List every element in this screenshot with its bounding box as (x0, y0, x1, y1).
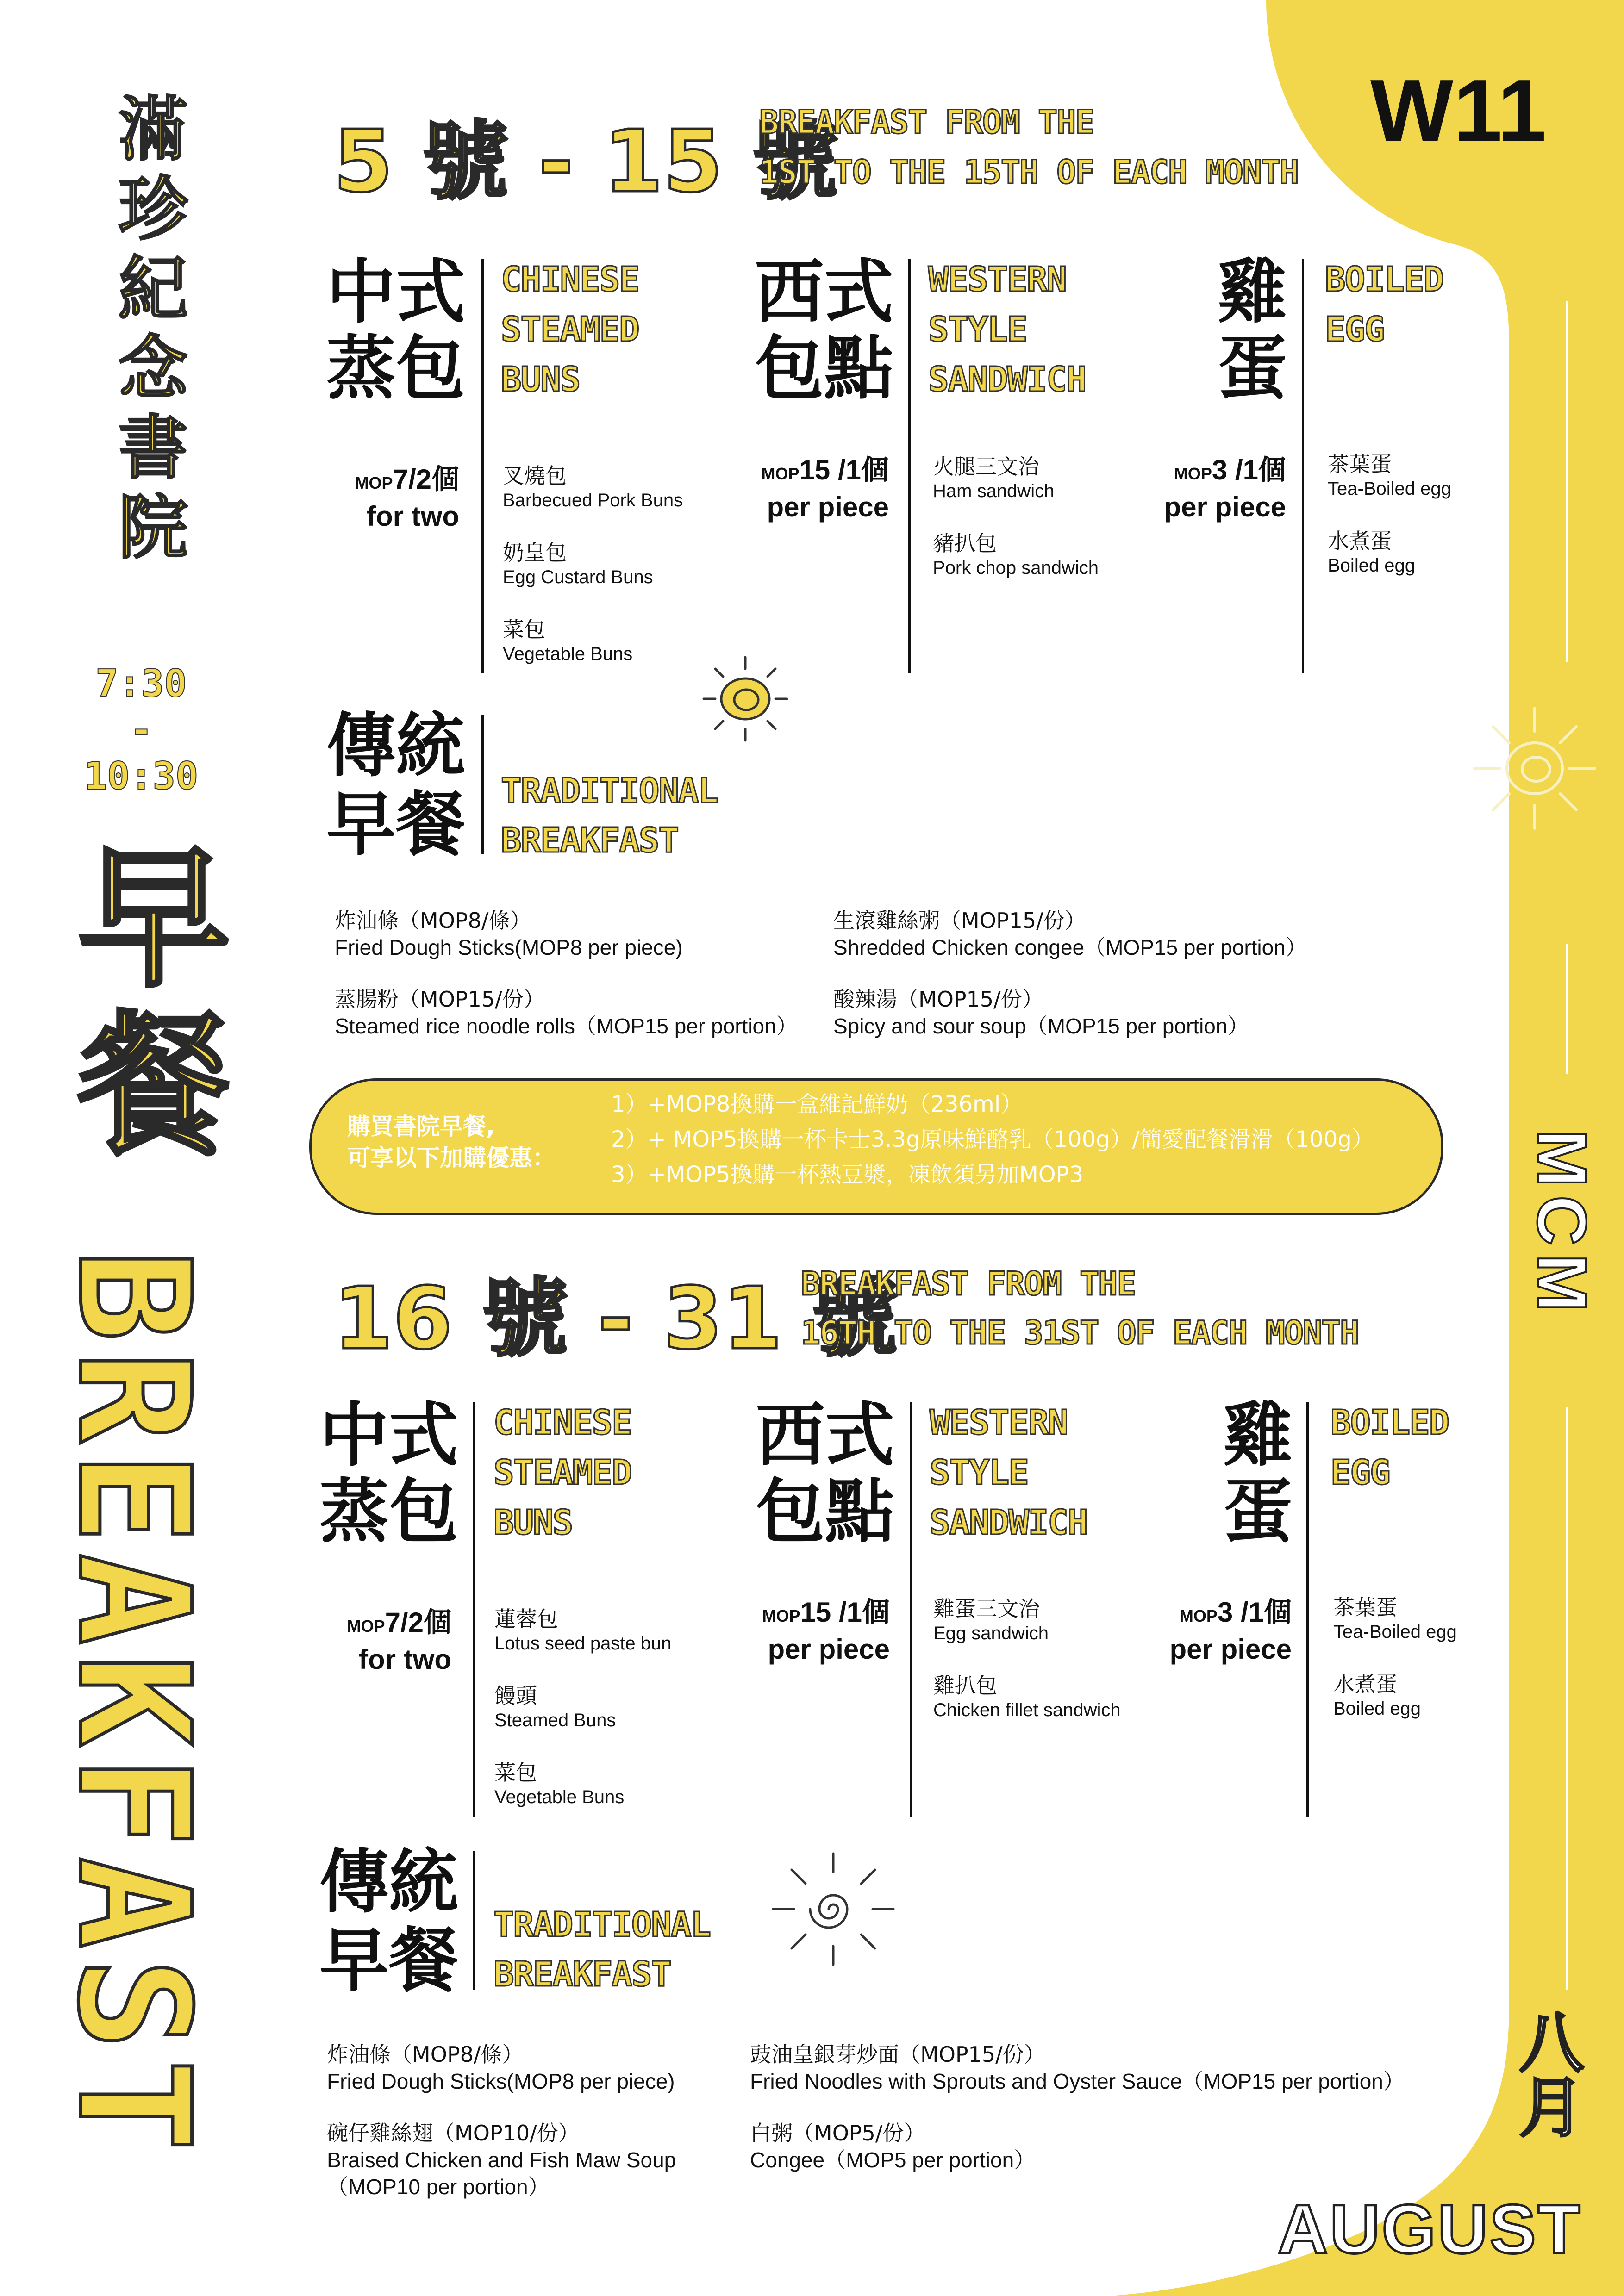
item-cn: 火腿三文治 (933, 454, 1039, 479)
section2-subtitle-1: BREAKFAST FROM THE (801, 1265, 1136, 1303)
trad-item: 蒸腸粉（MOP15/份） Steamed rice noodle rolls（MOP15 per portion） (335, 987, 798, 1038)
divider (481, 715, 484, 854)
cat-western-en1: WESTERN (928, 260, 1066, 299)
cat-egg-cn2: 蛋 (1218, 329, 1287, 409)
cat-western-items (933, 454, 1099, 579)
cat-egg-price: MOP3 /1個 per piece (1169, 1597, 1292, 1665)
item-en: Pork chop sandwich (933, 558, 1099, 578)
item-en: Egg Custard Buns (503, 567, 653, 587)
trad-item: 酸辣湯（MOP15/份） Spicy and sour soup（MOP15 per portion） (833, 987, 1249, 1038)
divider (1306, 1402, 1309, 1817)
week-label: W11 (1370, 62, 1547, 160)
cat-egg-items (1333, 1594, 1457, 1720)
cat-western-en3: SANDWICH (928, 360, 1086, 399)
cat-egg-en1: BOILED (1330, 1403, 1449, 1443)
sun-doodle-icon (1468, 699, 1602, 838)
trad-en1: TRADITIONAL (501, 771, 718, 811)
cat-western-cn2: 包點 (755, 329, 894, 409)
cat-egg-en1: BOILED (1325, 260, 1443, 299)
item-cn: 豬扒包 (933, 531, 997, 556)
cat-western-en1: WESTERN (930, 1403, 1068, 1443)
month-cn: 八月 (1508, 2009, 1584, 2138)
item-cn: 雞蛋三文治 (933, 1596, 1040, 1621)
trad-en2: BREAKFAST (493, 1954, 671, 1994)
item-cn: 饅頭 (494, 1683, 537, 1708)
trad-item: 炸油條（MOP8/條） Fried Dough Sticks(MOP8 per piece) (335, 908, 683, 959)
trad-cn2: 早餐 (319, 1921, 459, 2001)
item-cn: 茶葉蛋 (1328, 452, 1392, 477)
cat-western-cn2: 包點 (756, 1472, 895, 1552)
section1-subtitle-1: BREAKFAST FROM THE (759, 103, 1094, 141)
item-en: Vegetable Buns (494, 1787, 625, 1807)
cat-egg-cn1: 雞 (1223, 1395, 1293, 1476)
cat-chinese-cn2: 蒸包 (326, 329, 466, 409)
cat-chinese-en3: BUNS (501, 360, 580, 399)
cat-egg-items (1328, 451, 1451, 577)
cat-chinese-price: MOP7/2個 for two (347, 1607, 451, 1675)
item-cn: 茶葉蛋 (1333, 1595, 1397, 1620)
item-en: Barbecued Pork Buns (503, 490, 683, 510)
item-cn: 水煮蛋 (1328, 529, 1392, 554)
title-en: BREAKFAST (44, 1250, 222, 2161)
month-en: AUGUST (1278, 2190, 1582, 2268)
cat-western-cn1: 西式 (755, 252, 894, 333)
cat-chinese-price: MOP7/2個 for two (355, 464, 459, 532)
section1-subtitle-2: 1ST TO THE 15TH OF EACH MONTH (759, 153, 1299, 191)
time-end: 10:30 (84, 754, 199, 798)
cat-chinese-items (503, 463, 683, 666)
school-name: 滿珍紀念書院 (106, 93, 187, 570)
item-cn: 菜包 (494, 1760, 537, 1785)
trad-en1: TRADITIONAL (493, 1905, 711, 1945)
cat-egg-cn2: 蛋 (1223, 1472, 1293, 1552)
cat-western-items (933, 1596, 1121, 1722)
cat-egg-price: MOP3 /1個 per piece (1164, 454, 1286, 523)
trad-item: 生滾雞絲粥（MOP15/份） Shredded Chicken congee（MOP15 per portion） (833, 908, 1307, 959)
sun-doodle-icon (764, 1847, 903, 1972)
item-cn: 奶皇包 (503, 540, 567, 565)
divider (910, 1402, 912, 1817)
cat-chinese-en3: BUNS (493, 1503, 573, 1543)
trad-cn1: 傳統 (319, 1842, 459, 1923)
time-start: 7:30 (95, 662, 187, 706)
cat-chinese-cn1: 中式 (326, 252, 466, 333)
cat-chinese-en2: STEAMED (493, 1453, 631, 1493)
divider (908, 259, 911, 673)
cat-egg-en2: EGG (1325, 310, 1384, 349)
item-cn: 水煮蛋 (1333, 1672, 1397, 1697)
offer-label: 購買書院早餐, 可享以下加購優惠： (347, 1113, 556, 1171)
cat-egg-cn1: 雞 (1218, 252, 1287, 333)
divider (1302, 259, 1304, 673)
item-cn: 蓮蓉包 (494, 1606, 558, 1631)
cat-western-en2: STYLE (928, 310, 1027, 349)
trad-cn2: 早餐 (326, 784, 466, 865)
cat-chinese-en1: CHINESE (493, 1403, 631, 1443)
trad-item: 白粥（MOP5/份） Congee（MOP5 per portion） (750, 2121, 1036, 2172)
cat-western-en3: SANDWICH (930, 1503, 1087, 1543)
section1-range: 5 號 - 15 號 (333, 112, 838, 212)
cat-chinese-en2: STEAMED (501, 310, 639, 349)
divider (473, 1851, 475, 1990)
cat-chinese-cn2: 蒸包 (319, 1472, 459, 1552)
cat-western-en2: STYLE (930, 1453, 1028, 1493)
item-en: Ham sandwich (933, 481, 1055, 501)
cat-chinese-en1: CHINESE (501, 260, 639, 299)
trad-item: 碗仔雞絲翅（MOP10/份） Braised Chicken and Fish Maw Soup （MOP10 per portion） (327, 2121, 676, 2199)
item-en: Tea-Boiled egg (1333, 1622, 1457, 1642)
item-cn: 菜包 (503, 617, 545, 642)
cat-chinese-cn1: 中式 (319, 1395, 459, 1476)
cat-western-price: MOP15 /1個 per piece (762, 1597, 890, 1665)
divider (473, 1402, 475, 1817)
cat-western-cn1: 西式 (756, 1395, 895, 1476)
item-en: Lotus seed paste bun (494, 1633, 672, 1654)
trad-item: 炸油條（MOP8/條） Fried Dough Sticks(MOP8 per piece) (327, 2042, 675, 2093)
cat-western-price: MOP15 /1個 per piece (761, 454, 889, 523)
item-en: Egg sandwich (933, 1623, 1049, 1643)
trad-cn1: 傳統 (326, 706, 466, 786)
school-code: MCM (1523, 1129, 1601, 1320)
title-cn: 早餐 (52, 838, 230, 1171)
item-cn: 雞扒包 (933, 1673, 997, 1698)
sun-doodle-icon (694, 648, 796, 750)
item-en: Steamed Buns (494, 1710, 616, 1730)
cat-egg-en2: EGG (1330, 1453, 1390, 1493)
item-en: Boiled egg (1328, 555, 1416, 576)
item-en: Vegetable Buns (503, 644, 633, 664)
item-en: Chicken fillet sandwich (933, 1700, 1121, 1720)
section2-subtitle-2: 16TH TO THE 31ST OF EACH MONTH (801, 1314, 1359, 1352)
item-en: Tea-Boiled egg (1328, 479, 1451, 499)
item-en: Boiled egg (1333, 1699, 1421, 1719)
trad-item: 豉油皇銀芽炒面（MOP15/份） Fried Noodles with Sprouts and Oyster Sauce（MOP15 per portion） (750, 2042, 1405, 2093)
divider (481, 259, 484, 673)
item-cn: 叉燒包 (503, 463, 567, 488)
time-sep: - (130, 708, 153, 752)
offer-lines: 1）+MOP8換購一盒維記鮮奶（236ml） 2）+ MOP5換購一杯卡士3.3g原味鮮酪乳（100g）/簡愛配餐滑滑（100g） 3）+MOP5換購一杯熱豆漿，凍飲須另加MOP3 (611, 1091, 1374, 1188)
section2-range: 16 號 - 31 號 (333, 1269, 898, 1369)
trad-en2: BREAKFAST (501, 821, 678, 860)
cat-chinese-items (494, 1606, 672, 1809)
